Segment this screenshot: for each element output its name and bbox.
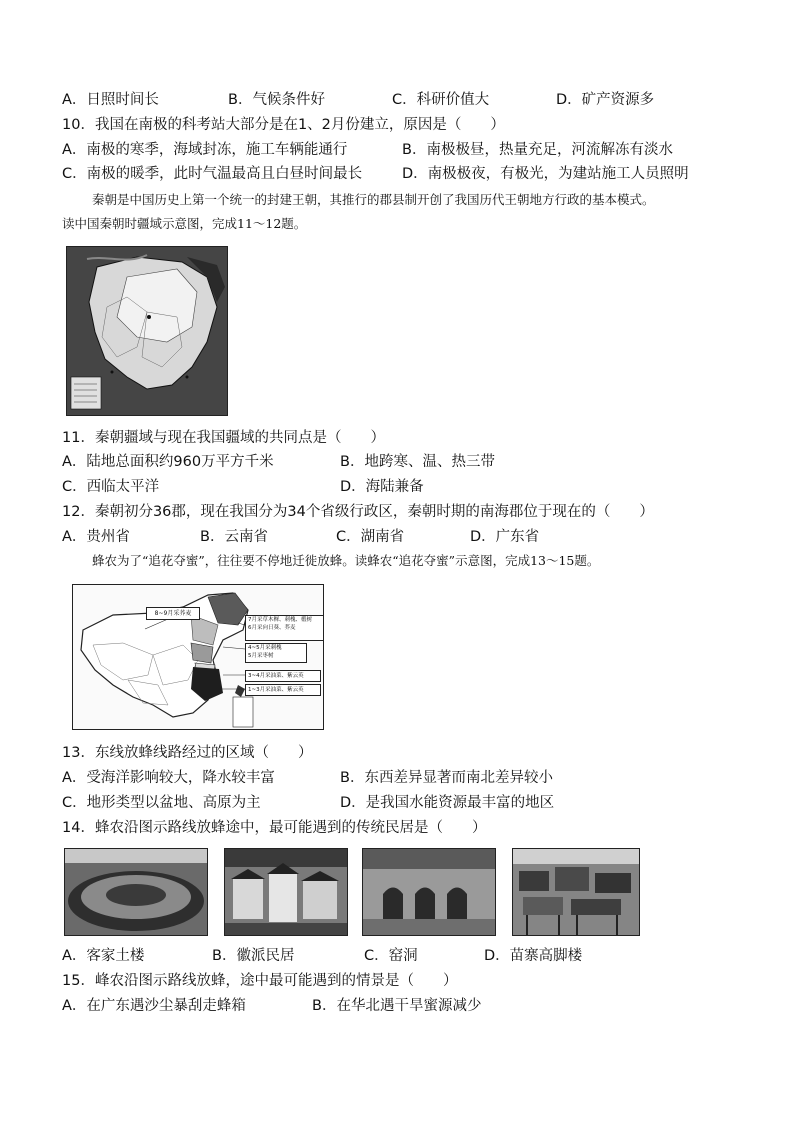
q13-option-c: C．地形类型以盆地、高原为主	[62, 795, 261, 811]
q9-option-c: C．科研价值大	[392, 92, 490, 108]
q14-stem: 14．蜂农沿图示路线放蜂途中，最可能遇到的传统民居是（ ）	[62, 820, 487, 836]
photo-cave-dwelling	[362, 848, 496, 936]
q9-option-a: A．日照时间长	[62, 92, 159, 108]
q14-option-d: D．苗寨高脚楼	[484, 948, 583, 964]
q14-option-c: C．窑洞	[364, 948, 418, 964]
q11-option-c: C．西临太平洋	[62, 479, 160, 495]
map-label-jujube: 5月采枣树	[248, 653, 274, 659]
q13-stem: 13．东线放蜂线路经过的区域（ ）	[62, 745, 313, 761]
q10-option-a: A．南极的寒季，海域封冻，施工车辆能通行	[62, 142, 348, 158]
map-label-buckwheat: 8~9月采荞麦	[146, 607, 200, 620]
q12-stem: 12．秦朝初分36郡，现在我国分为34个省级行政区，秦朝时期的南海郡位于现在的（ ）	[62, 504, 654, 520]
q10-option-b: B．南极极昼，热量充足，河流解冻有淡水	[402, 142, 673, 158]
photo-huizhou-houses	[224, 848, 348, 936]
q15-stem: 15．峰农沿图示路线放蜂，途中最可能遇到的情景是（ ）	[62, 973, 458, 989]
map-label-june: 6月采向日葵、荞麦	[248, 625, 296, 631]
photo-miao-stilt-houses	[512, 848, 640, 936]
q11-option-a: A．陆地总面积约960万平方千米	[62, 454, 274, 470]
q10-option-d: D．南极极夜，有极光，为建站施工人员照明	[402, 166, 689, 182]
q13-option-b: B．东西差异显著而南北差异较小	[340, 770, 553, 786]
q12-option-d: D．广东省	[470, 529, 540, 545]
map-label-april-may	[245, 643, 307, 663]
qin-territory-map	[66, 246, 228, 416]
q14-option-a: A．客家土楼	[62, 948, 145, 964]
map-label-locust: 4~5月采刺槐	[248, 645, 282, 651]
q10-stem: 10．我国在南极的科考站大部分是在1、2月份建立，原因是（ ）	[62, 117, 505, 133]
q9-option-d: D．矿产资源多	[556, 92, 655, 108]
q13-option-d: D．是我国水能资源最丰富的地区	[340, 795, 555, 811]
q15-option-a: A．在广东遇沙尘暴刮走蜂箱	[62, 998, 246, 1014]
q9-option-b: B．气候条件好	[228, 92, 325, 108]
q11-stem: 11．秦朝疆域与现在我国疆域的共同点是（ ）	[62, 430, 385, 446]
qin-intro-line2: 读中国秦朝时疆域示意图，完成11～12题。	[62, 216, 307, 231]
q13-option-a: A．受海洋影响较大，降水较丰富	[62, 770, 275, 786]
map-label-jan-march: 1~3月采油菜、紫云英	[245, 684, 321, 696]
q12-option-b: B．云南省	[200, 529, 268, 545]
map-label-march-april: 3~4月采油菜、紫云英	[245, 670, 321, 682]
q11-option-d: D．海陆兼备	[340, 479, 424, 495]
map-label-july-june	[245, 615, 324, 641]
bee-intro-line1: 蜂农为了“追花夺蜜”，往往要不停地迁徙放蜂。读蜂农“追花夺蜜”示意图，完成13～15题。	[92, 553, 600, 568]
q10-option-c: C．南极的暖季，此时气温最高且白昼时间最长	[62, 166, 363, 182]
qin-intro-line1: 秦朝是中国历史上第一个统一的封建王朝，其推行的郡县制开创了我国历代王朝地方行政的基本模式。	[92, 192, 655, 207]
q15-option-b: B．在华北遇干旱蜜源减少	[312, 998, 482, 1014]
photo-hakka-tulou	[64, 848, 208, 936]
q12-option-a: A．贵州省	[62, 529, 130, 545]
q12-option-c: C．湖南省	[336, 529, 405, 545]
q11-option-b: B．地跨寒、温、热三带	[340, 454, 495, 470]
map-label-july: 7月采草木樨、刺槐、椴树	[248, 617, 313, 623]
q14-option-b: B．徽派民居	[212, 948, 295, 964]
bee-route-map	[72, 584, 324, 730]
